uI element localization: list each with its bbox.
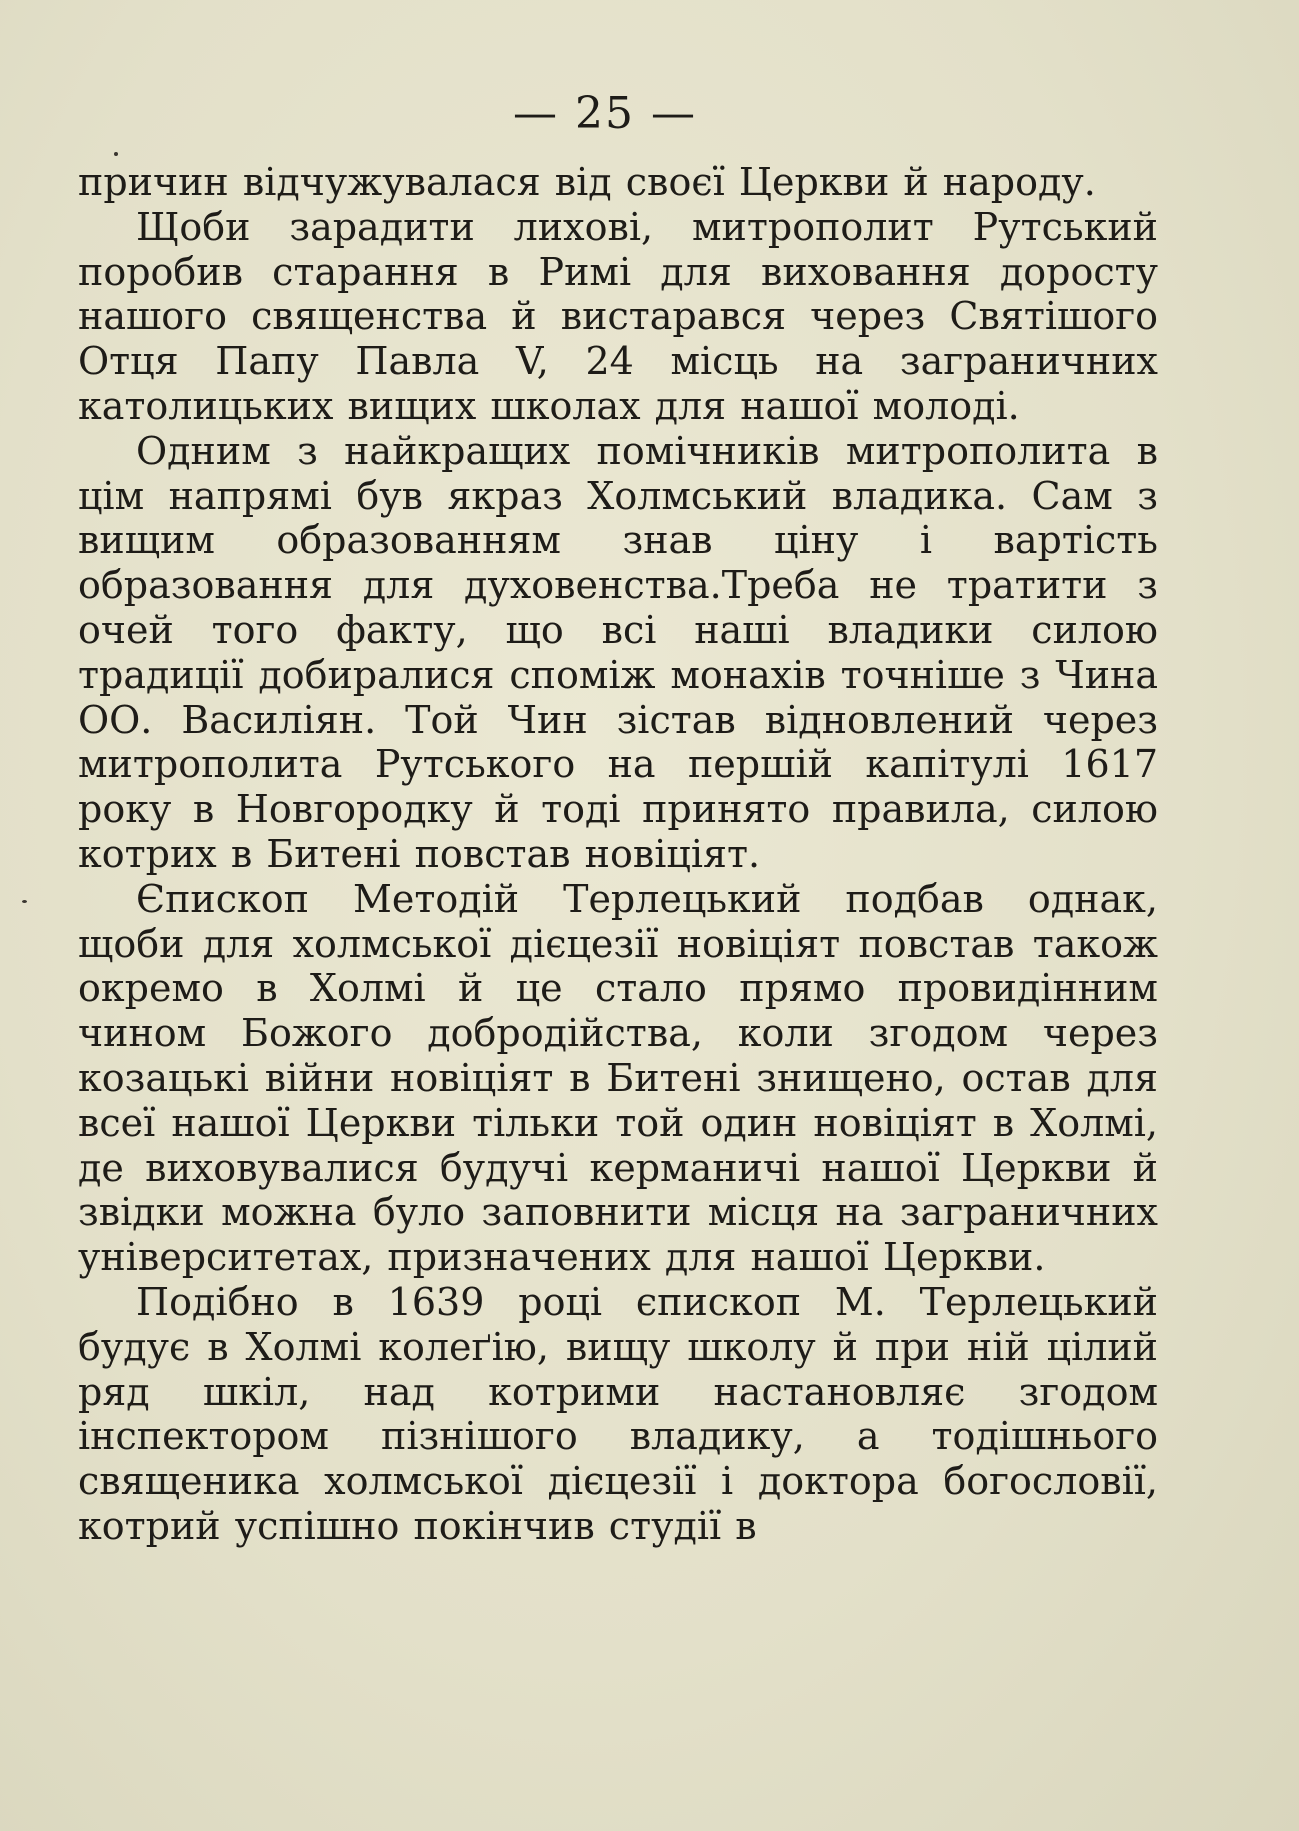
body-text bbox=[78, 160, 1158, 1549]
paragraph-2: Щоби зарадити лихові, митрополит Рутський поробив старання в Римі для виховання доросту нашого священства й вистарався через Святішого Отця Папу Павла V, 24 місць на заграничних католицьких вищих школах для нашої молоді. bbox=[78, 204, 1158, 428]
paragraph-1: причин відчужувалася від своєї Церкви й народу. bbox=[78, 160, 1096, 204]
paragraph-4: Єпископ Методій Терлецький подбав однак, щоби для холмської дієцезії новіціят повстав також окремо в Холмі й це стало прямо провидінним чином Божого добродійства, коли згодом через козацькі війни новіціят в Битені знищено, остав для всеї нашої Церкви тільки той один новіціят в Холмі, де виховувалися будучі керманичі нашої Церкви й звідки можна було заповнити місця на заграничних університетах, призначених для нашої Церкви. bbox=[78, 876, 1158, 1280]
paragraph-5: Подібно в 1639 році єпископ М. Терлецький будує в Холмі колеґію, вищу школу й при ній цілий ряд шкіл, над котрими настановляє згодом інспектором пізнішого владику, а тодішнього священика холмської дієцезії і доктора богословії, котрий успішно покінчив студії в bbox=[78, 1279, 1158, 1548]
ink-speck bbox=[114, 152, 118, 156]
page-number: — 25 — bbox=[513, 88, 697, 139]
ink-speck bbox=[22, 900, 27, 903]
paragraph-3: Одним з найкращих помічників митрополита в цім напрямі був якраз Холмський владика. Сам з вищим образованням знав ціну і вартість образовання для духовенства.Треба не тратити з очей того факту, що всі наші владики силою традиції добиралися споміж монахів точніше з Чина ОО. Василіян. Той Чин зістав відновлений через митрополита Рутського на першій капітулі 1617 року в Новгородку й тоді принято правила, силою котрих в Битені повстав новіціят. bbox=[78, 428, 1158, 876]
